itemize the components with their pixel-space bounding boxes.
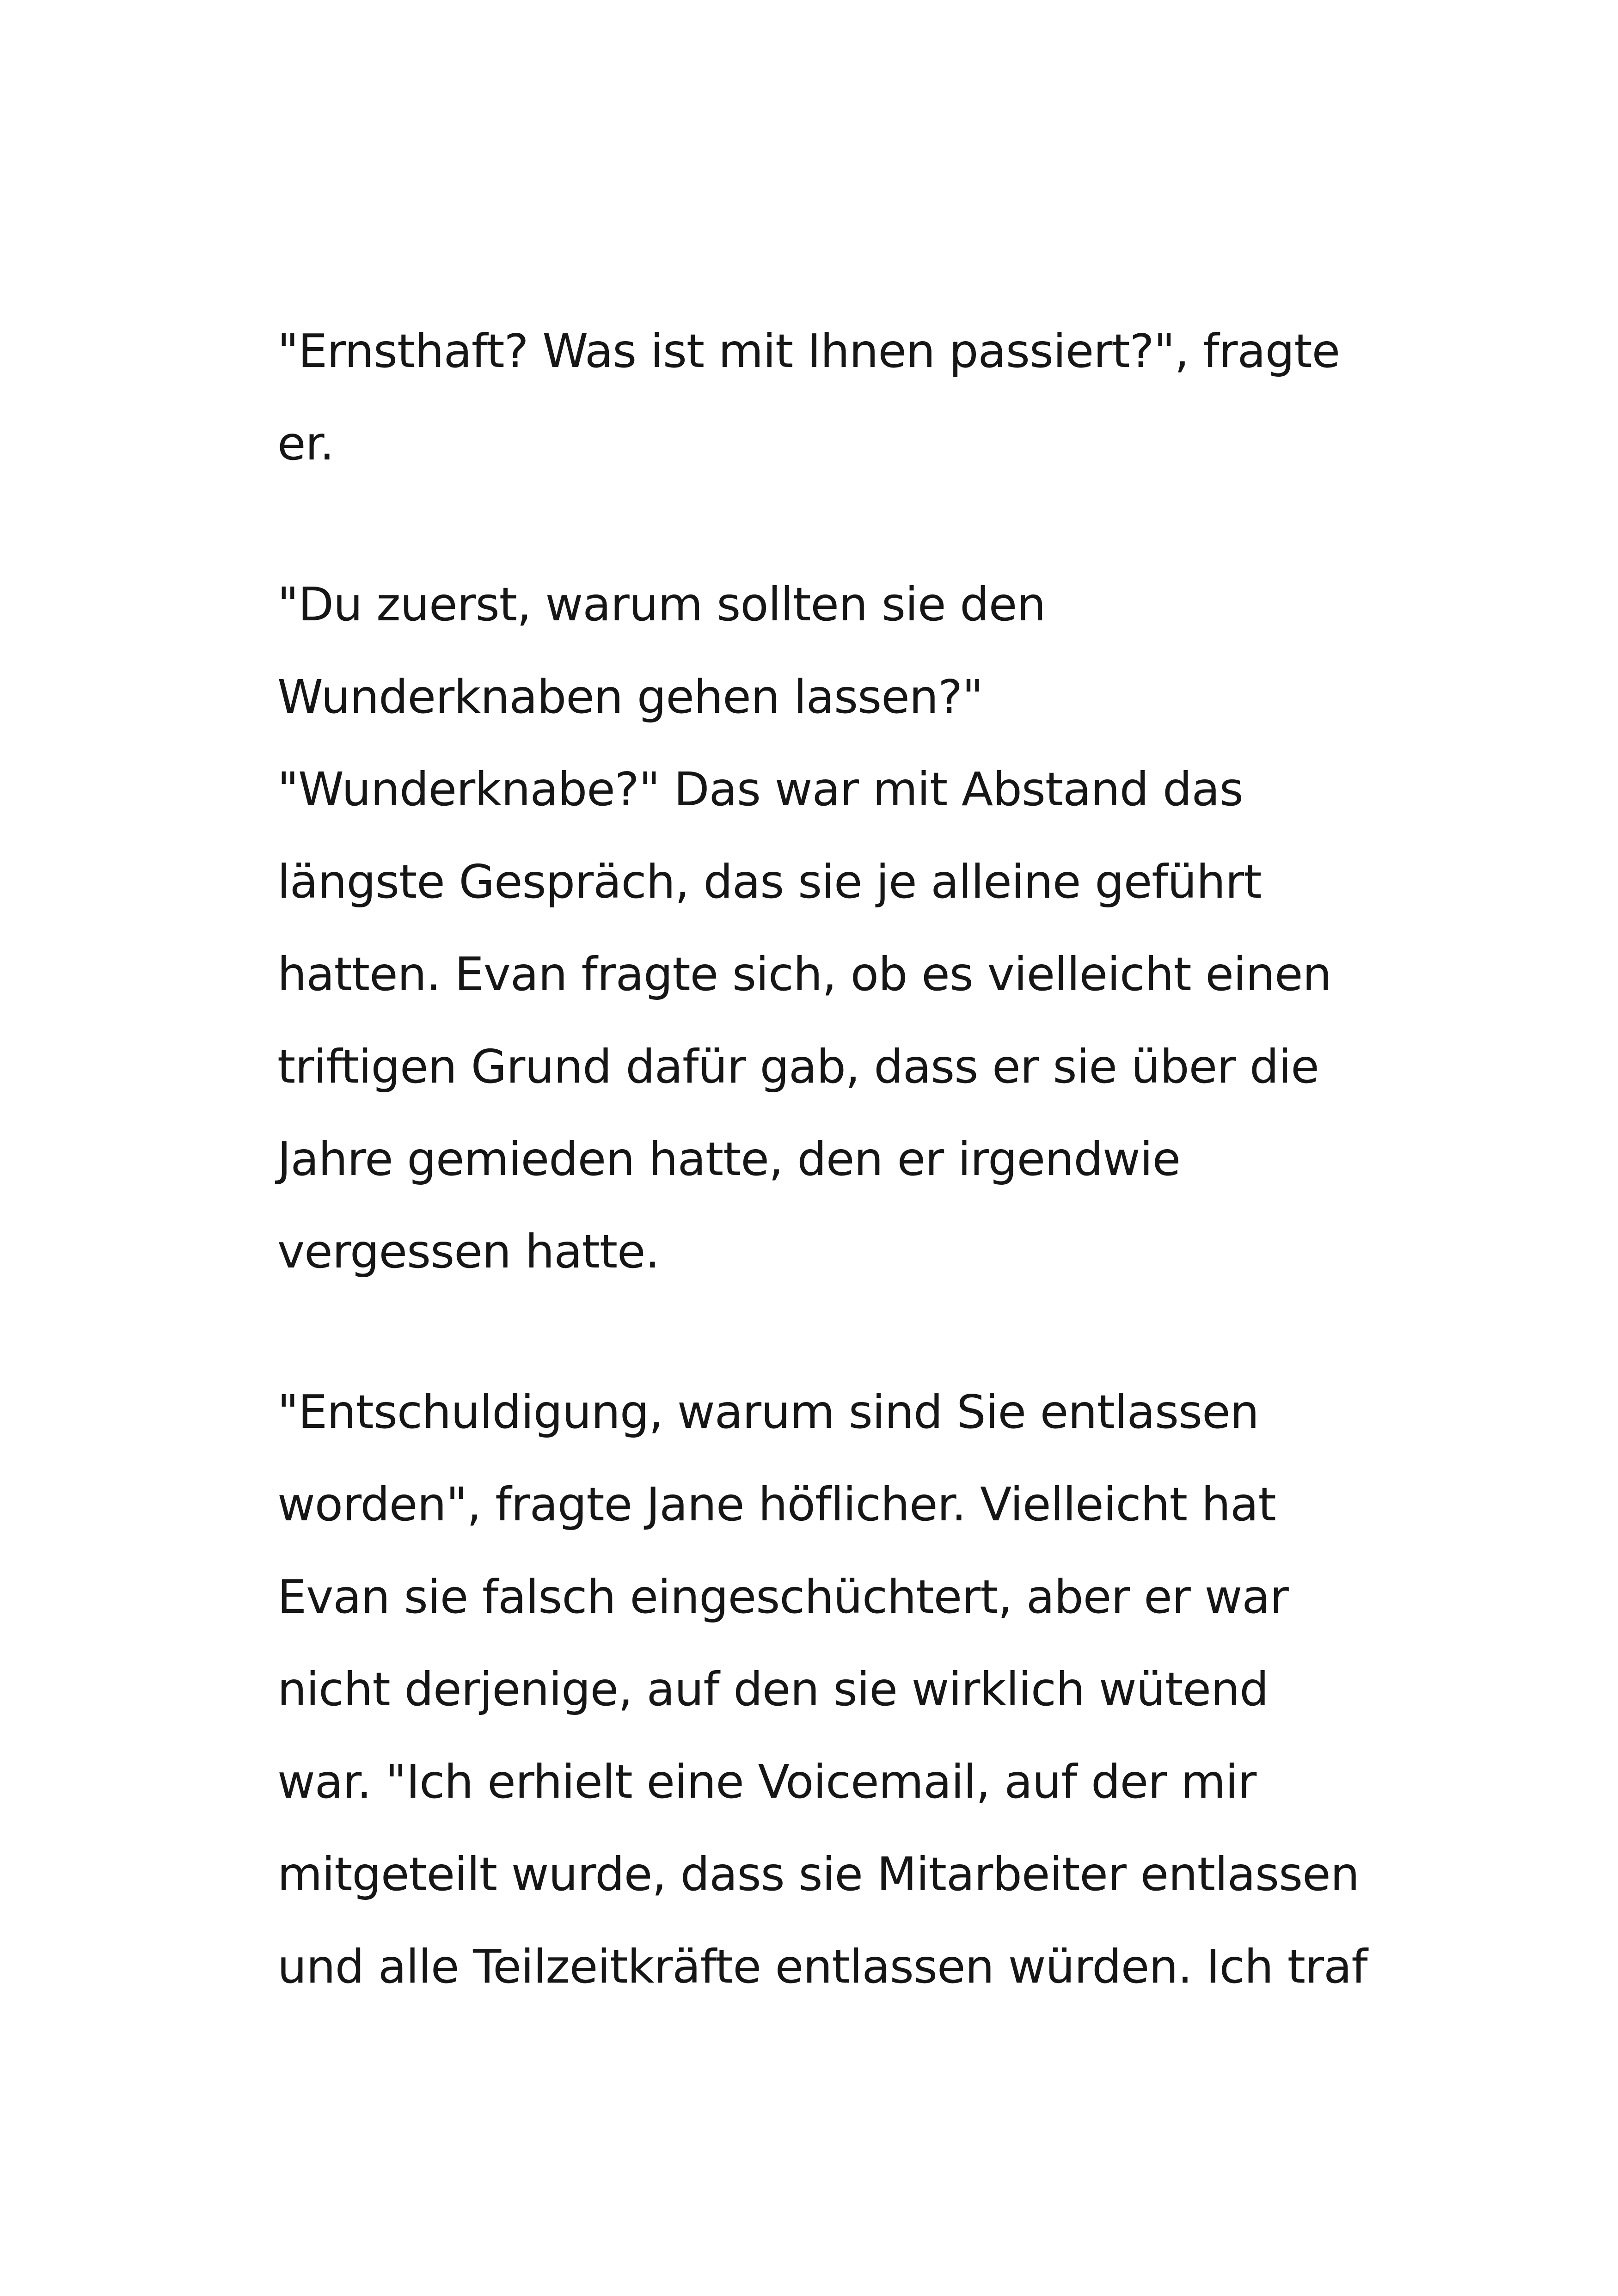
text-line: nicht derjenige, auf den sie wirklich wütend [277, 1662, 1269, 1716]
text-line: längste Gespräch, das sie je alleine geführt [277, 855, 1262, 909]
text-line: "Entschuldigung, warum sind Sie entlassen [277, 1385, 1259, 1439]
text-line: und alle Teilzeitkräfte entlassen würden. Ich traf [277, 1940, 1367, 1994]
text-line: Jahre gemieden hatte, den er irgendwie [277, 1132, 1181, 1186]
text-line: "Wunderknabe?" Das war mit Abstand das [277, 762, 1243, 816]
text-line: vergessen hatte. [277, 1225, 660, 1279]
text-line: triftigen Grund dafür gab, dass er sie über die [277, 1040, 1319, 1094]
text-line: "Du zuerst, warum sollten sie den [277, 577, 1046, 631]
text-line: worden", fragte Jane höflicher. Vielleicht hat [277, 1477, 1276, 1531]
text-line: er. [277, 416, 334, 471]
text-line: "Ernsthaft? Was ist mit Ihnen passiert?", fragte [277, 324, 1340, 378]
text-line: mitgeteilt wurde, dass sie Mitarbeiter entlassen [277, 1847, 1360, 1901]
text-line: war. "Ich erhielt eine Voicemail, auf der mir [277, 1755, 1256, 1809]
text-line: Evan sie falsch eingeschüchtert, aber er war [277, 1570, 1288, 1624]
text-line: hatten. Evan fragte sich, ob es vielleicht einen [277, 947, 1331, 1001]
text-line: Wunderknaben gehen lassen?" [277, 670, 983, 724]
